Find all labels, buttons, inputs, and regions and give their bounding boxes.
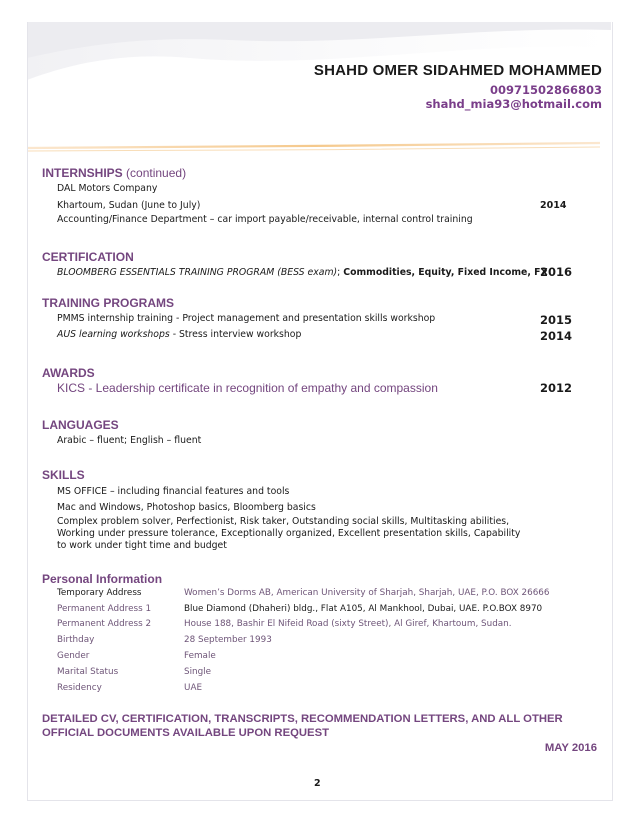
internship-description: Accounting/Finance Department – car import payable/receivable, internal control training — [57, 214, 473, 225]
internship-company: DAL Motors Company — [57, 183, 158, 194]
email-address[interactable]: shahd_mia93@hotmail.com — [425, 97, 602, 111]
internship-location: Khartoum, Sudan (June to July) — [57, 200, 201, 211]
internship-year: 2014 — [540, 200, 567, 211]
training-item-year: 2014 — [540, 329, 573, 343]
cv-date: MAY 2016 — [544, 742, 597, 754]
phone-number[interactable]: 00971502866803 — [489, 83, 602, 97]
personal-label: Gender — [57, 651, 90, 661]
soft-skills-line: Working under pressure tolerance, Exceptionally organized, Excellent presentation skills, Capability — [57, 528, 521, 539]
section-title: INTERNSHIPS — [42, 166, 123, 180]
section-languages: LANGUAGES — [42, 418, 119, 432]
languages-text: Arabic – fluent; English – fluent — [57, 435, 202, 446]
skill-item: Mac and Windows, Photoshop basics, Bloomberg basics — [57, 502, 316, 513]
section-certification: CERTIFICATION — [42, 250, 134, 264]
certification-topics: Commodities, Equity, Fixed Income, FX — [343, 267, 548, 278]
soft-skills-line: Complex problem solver, Perfectionist, Risk taker, Outstanding social skills, Multitasking abilities, — [57, 516, 510, 527]
training-item-detail: - Stress interview workshop — [169, 329, 302, 340]
section-personal-info: Personal Information — [42, 572, 163, 586]
certification-year: 2016 — [540, 265, 573, 279]
personal-value: Blue Diamond (Dhaheri) bldg., Flat A105, Al Mankhool, Dubai, UAE. P.O.BOX 8970 — [184, 604, 543, 614]
certification-line — [57, 267, 548, 278]
skill-item: MS OFFICE – including financial features and tools — [57, 486, 290, 497]
availability-note: DETAILED CV, CERTIFICATION, TRANSCRIPTS, RECOMMENDATION LETTERS, AND ALL OTHER OFFICIAL DOCUMENTS AVAILABLE UPON REQUEST — [42, 713, 563, 739]
personal-label: Marital Status — [57, 667, 119, 677]
award-text: KICS - Leadership certificate in recognition of empathy and compassion — [57, 381, 438, 395]
soft-skills-line: to work under tight time and budget — [57, 540, 227, 551]
personal-value: House 188, Bashir El Nifeid Road (sixty Street), Al Giref, Khartoum, Sudan. — [184, 619, 512, 629]
personal-label: Permanent Address 2 — [57, 619, 152, 629]
training-item-year: 2015 — [540, 313, 573, 327]
candidate-name: SHAHD OMER SIDAHMED MOHAMMED — [313, 62, 602, 79]
training-item — [57, 313, 435, 324]
section-title-suffix: (continued) — [126, 166, 187, 180]
section-skills: SKILLS — [42, 468, 85, 482]
page-frame — [27, 22, 613, 801]
training-item-name: AUS learning workshops — [57, 329, 170, 340]
personal-value: Single — [184, 667, 212, 677]
personal-label: Permanent Address 1 — [57, 604, 152, 614]
personal-value: Female — [184, 651, 216, 661]
certification-program: BLOOMBERG ESSENTIALS TRAINING PROGRAM (BESS exam) — [57, 267, 338, 278]
personal-label: Temporary Address — [57, 588, 142, 598]
training-item-name: PMMS internship training — [57, 313, 174, 324]
certification-separator: ; — [337, 267, 341, 278]
training-item — [57, 329, 301, 340]
personal-label: Birthday — [57, 635, 95, 645]
section-training: TRAINING PROGRAMS — [42, 296, 174, 310]
training-item-detail: - Project management and presentation skills workshop — [173, 313, 436, 324]
personal-label: Residency — [57, 683, 102, 693]
personal-value: Women’s Dorms AB, American University of Sharjah, Sharjah, UAE, P.O. BOX 26666 — [184, 588, 550, 598]
personal-value: 28 September 1993 — [184, 635, 272, 645]
section-internships — [42, 166, 186, 180]
personal-value: UAE — [184, 683, 203, 693]
section-awards: AWARDS — [42, 366, 95, 380]
page-number: 2 — [314, 778, 321, 789]
award-year: 2012 — [540, 381, 573, 395]
